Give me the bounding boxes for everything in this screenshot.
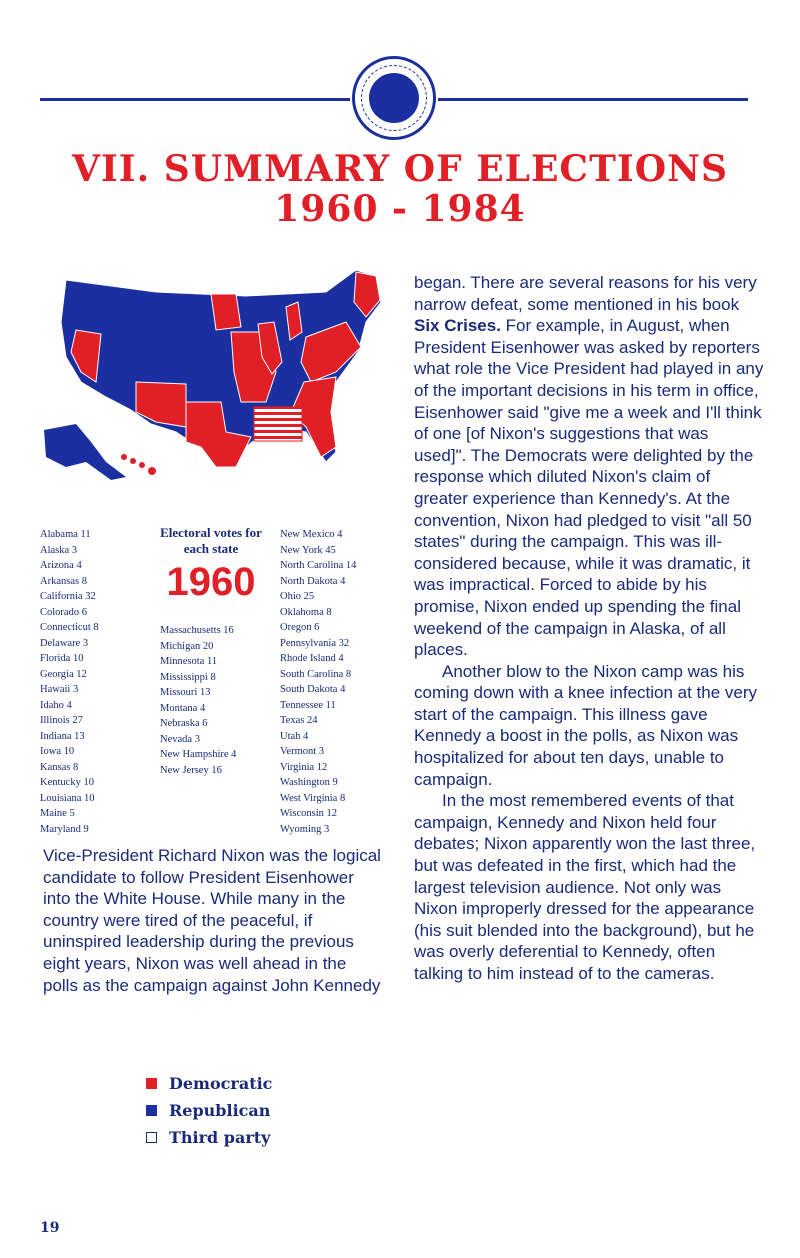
- state-entry: West Virginia 8: [280, 792, 346, 804]
- state-entry: Utah 4: [280, 730, 309, 742]
- map-hawaii-2: [130, 458, 136, 464]
- state-entry: Arizona 4: [40, 560, 82, 571]
- state-entry: Arkansas 8: [40, 575, 87, 587]
- legend-republican: [146, 1097, 272, 1124]
- map-nevada: [71, 330, 101, 382]
- legend-swatch-third-party: [146, 1132, 157, 1143]
- state-entry: Indiana 13: [40, 730, 85, 742]
- state-entry: Kansas 8: [40, 761, 79, 773]
- header-rule-left: [40, 98, 350, 101]
- legend-swatch-republican: [146, 1105, 157, 1116]
- presidential-seal-icon: [352, 56, 436, 140]
- map-hawaii-3: [139, 462, 145, 468]
- map-split-states: [254, 407, 302, 441]
- state-entry: Georgia 12: [40, 668, 87, 680]
- state-list-col2: [160, 623, 236, 778]
- state-entry: Tennessee 11: [280, 699, 336, 711]
- right-paragraph-3: In the most remembered events of that campaign, Kennedy and Nixon held four debates; Nixon apparently won the last three, but was defeated in the first, which had the largest television audience. Not only was Nixon improperly dressed for the appearance (his suit blended into the background), but he was overly deferential to Kennedy, often talking to him instead of to the cameras.: [414, 791, 756, 983]
- state-entry: Washington 9: [280, 777, 338, 788]
- state-entry: Alaska 3: [40, 544, 78, 556]
- state-entry: South Dakota 4: [280, 684, 346, 695]
- legend-label-republican: Republican: [169, 1101, 271, 1120]
- state-entry: Colorado 6: [40, 606, 87, 618]
- state-entry: Minnesota 11: [160, 656, 218, 667]
- state-entry: Massachusetts 16: [160, 625, 234, 636]
- election-year: 1960: [166, 560, 256, 604]
- state-entry: Wisconsin 12: [280, 808, 338, 819]
- state-entry: Michigan 20: [160, 640, 214, 652]
- book-title: Six Crises.: [414, 316, 501, 336]
- legend-label-democratic: Democratic: [169, 1074, 273, 1093]
- state-entry: Kentucky 10: [40, 777, 94, 788]
- right-paragraph-1-start: began. There are several reasons for his very narrow defeat, some mentioned in his book: [414, 273, 757, 314]
- intro-paragraph: Vice-President Richard Nixon was the logical candidate to follow President Eisenhower into the White House. While many in the country were tired of the peaceful, if uninspired leadership during the previous eight years, Nixon was well ahead in the polls as the campaign against John Kennedy: [43, 846, 381, 995]
- state-entry: Alabama 11: [40, 529, 91, 540]
- map-hawaii-1: [121, 454, 127, 460]
- state-entry: Oregon 6: [280, 622, 320, 633]
- state-entry: Maryland 9: [40, 823, 89, 835]
- legend-label-third-party: Third party: [169, 1128, 271, 1147]
- electoral-votes-heading: Electoral votes for each state: [160, 525, 262, 556]
- legend-swatch-democratic: [146, 1078, 157, 1089]
- state-entry: Iowa 10: [40, 746, 75, 757]
- state-entry: Nevada 3: [160, 733, 200, 745]
- state-list-col3: [280, 527, 356, 837]
- legend-third-party: [146, 1124, 272, 1151]
- state-entry: Delaware 3: [40, 637, 89, 649]
- state-entry: Wyoming 3: [280, 823, 330, 835]
- state-entry: South Carolina 8: [280, 668, 352, 680]
- state-entry: Maine 5: [40, 808, 75, 819]
- page-title: VII. SUMMARY OF ELECTIONS: [72, 148, 728, 190]
- state-entry: Ohio 25: [280, 591, 315, 602]
- state-entry: Vermont 3: [280, 746, 325, 757]
- legend-democratic: [146, 1070, 272, 1097]
- state-list-col1: [40, 527, 99, 837]
- header-rule-right: [438, 98, 748, 101]
- state-entry: Rhode Island 4: [280, 653, 344, 664]
- state-entry: New York 45: [280, 544, 336, 556]
- map-minnesota: [211, 294, 241, 330]
- right-paragraph-2: Another blow to the Nixon camp was his coming down with a knee infection at the very start of the campaign. This illness gave Kennedy a boost in the polls, as Nixon was hospitalized for about ten days, unable to campaign.: [414, 661, 758, 789]
- map-legend: [146, 1070, 272, 1151]
- state-entry: North Carolina 14: [280, 560, 357, 571]
- us-electoral-map-icon: [36, 262, 416, 502]
- page-number: 19: [40, 1220, 60, 1236]
- state-entry: Pennsylvania 32: [280, 637, 350, 649]
- right-column: [414, 272, 764, 985]
- state-entry: North Dakota 4: [280, 575, 346, 587]
- map-alaska: [44, 424, 126, 480]
- state-entry: Idaho 4: [40, 699, 72, 711]
- state-entry: Nebraska 6: [160, 718, 208, 729]
- seal-center: [369, 73, 419, 123]
- state-entry: Missouri 13: [160, 687, 211, 698]
- page-subtitle-years: 1960 - 1984: [274, 188, 526, 230]
- state-entry: Texas 24: [280, 715, 318, 726]
- right-paragraph-1-rest: For example, in August, when President Eisenhower was asked by reporters what role the Vice President had played in any of the important decisions in his term in office, Eisenhower said "give me a week and I'll think of one [of Nixon's suggestions that was used]". The Democrats were delighted by the response which diluted Nixon's claim of greater experience than Kennedy's. At the convention, Nixon had pledged to visit "all 50 states" during the campaign. This was ill-considered because, while it was dramatic, it was impractical. Forced to abide by his promise, Nixon ended up spending the final weekend of the campaign in Alaska, of all places.: [414, 316, 764, 660]
- state-entry: Montana 4: [160, 702, 206, 714]
- state-entry: New Jersey 16: [160, 764, 222, 776]
- state-entry: New Hampshire 4: [160, 749, 237, 760]
- state-entry: Illinois 27: [40, 715, 83, 726]
- state-entry: Mississippi 8: [160, 671, 216, 683]
- state-entry: California 32: [40, 591, 96, 602]
- map-southwest: [136, 382, 186, 427]
- state-entry: Virginia 12: [280, 761, 328, 773]
- state-entry: Connecticut 8: [40, 622, 99, 633]
- state-entry: Hawaii 3: [40, 684, 79, 695]
- map-hawaii-4: [148, 467, 156, 475]
- state-entry: Florida 10: [40, 653, 84, 664]
- right-paragraph-1: [414, 272, 764, 661]
- state-entry: New Mexico 4: [280, 529, 343, 540]
- state-entry: Oklahoma 8: [280, 606, 332, 618]
- state-entry: Louisiana 10: [40, 792, 95, 804]
